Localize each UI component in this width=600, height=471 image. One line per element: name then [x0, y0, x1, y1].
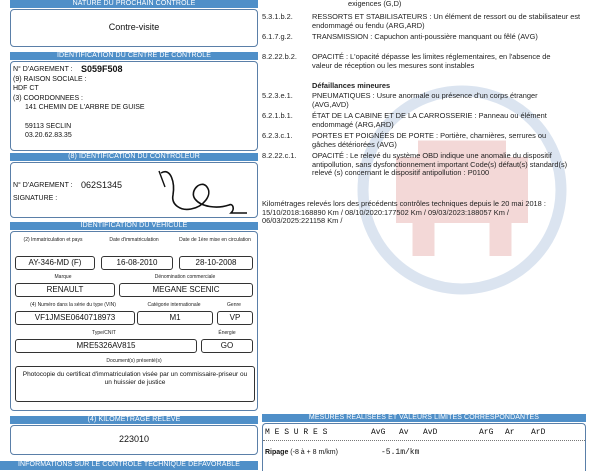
date-immat-label: Date d'immatriculation: [109, 237, 159, 243]
immat-label: (2) Immatriculation et pays: [23, 237, 83, 243]
genre-label: Genre: [227, 302, 241, 308]
marque-field: RENAULT: [15, 283, 115, 297]
km-history: Kilométrages relevés lors des précédents contrôles techniques depuis le 20 mai 2018 : 15/10/2018:168890 Km / 08/10/2020:177502 Km / 09/03/2023:188057 Km / 06/03/2025:221158 Km /: [262, 199, 546, 226]
prochain-header: NATURE DU PROCHAIN CONTROLE: [10, 0, 258, 8]
ripage-label: Ripage (-8 à + 8 m/km): [265, 449, 338, 456]
type-label: Type/CNIT: [92, 330, 116, 336]
col-avd: AvD: [423, 428, 438, 437]
docs-field: Photocopie du certificat d'immatriculation visée par un commissaire-priseur ou un huissier de justice: [15, 366, 255, 402]
centre-agrement-value: S059F508: [81, 64, 123, 74]
ripage-value: -5.1m/km: [381, 448, 420, 457]
km-box: [10, 425, 258, 455]
mineure-0: 5.2.3.e.1. PNEUMATIQUES : Usure anormale ou présence d'un corps étranger (AVG,AVD): [262, 91, 538, 109]
defect-3: 8.2.22.b.2. OPACITÉ : L'opacité dépasse les limites réglementaires, en l'absence de valeur de réception ou les mesures sont instables: [262, 52, 551, 70]
cat-label: Catégorie internationale: [147, 302, 201, 308]
controleur-box: [10, 162, 258, 218]
mineure-2: 6.2.3.c.1. PORTES ET POIGNÉES DE PORTE : Portière, charnières, serrures ou gâches détériorées (AVG): [262, 131, 547, 149]
docs-label: Document(s) présenté(s): [106, 358, 162, 364]
controleur-agrement-label: N° D'AGREMENT :: [13, 182, 73, 189]
categorie-field: M1: [137, 311, 213, 325]
col-ard: ArD: [531, 428, 546, 437]
defects-panel: [262, 0, 594, 470]
col-arg: ArG: [479, 428, 494, 437]
col-av: Av: [399, 428, 409, 437]
controleur-signature-label: SIGNATURE :: [13, 195, 58, 202]
mesures-header: MESURES RÉALISÉES ET VALEURS LIMITES CORRESPONDANTES: [262, 414, 586, 422]
immat-field: AY-346-MD (F): [15, 256, 95, 270]
marque-label: Marque: [54, 274, 72, 280]
mineure-3: 8.2.22.c.1. OPACITÉ : Le relevé du système OBD indique une anomalie du dispositif antipollution, sans dysfonctionnement important Code(s) défaut(s) standard(s) relevé (s) concernant le dispositif antipollution : P0100: [262, 151, 568, 178]
km-header: (4) KILOMÉTRAGE RELEVÉ: [10, 416, 258, 424]
centre-address: 141 CHEMIN DE L'ARBRE DE GUISE: [25, 104, 145, 111]
genre-field: VP: [217, 311, 253, 325]
denom-field: MEGANE SCENIC: [119, 283, 253, 297]
mesures-title: M E S U R E S: [265, 428, 328, 437]
mineure-1: 6.2.1.b.1. ÉTAT DE LA CABINE ET DE LA CARROSSERIE : Panneau ou élément endommagé (ARG,ARD): [262, 111, 547, 129]
col-avg: AvG: [371, 428, 386, 437]
centre-agrement-label: N° D'AGREMENT :: [13, 66, 73, 73]
defavorable-header: INFORMATIONS SUR LE CONTRÔLE TECHNIQUE DÉFAVORABLE: [0, 461, 258, 470]
vin-label: (4) Numéro dans la série du type (VIN): [30, 302, 116, 308]
vehicule-box: [10, 231, 258, 411]
controleur-agrement-value: 062S1345: [81, 180, 123, 190]
mesures-divider: [263, 440, 585, 441]
type-field: MRE5326AV815: [15, 339, 197, 353]
controleur-header: (8) IDENTIFICATION DU CONTROLEUR: [10, 153, 258, 161]
defect-1: 5.3.1.b.2. RESSORTS ET STABILISATEURS : Un élément de ressort ou de stabilisateur est endommagé ou fendu (ARG,ARD): [262, 12, 581, 30]
defect-2: 6.1.7.g.2. TRANSMISSION : Capuchon anti-poussière manquant ou fêlé (AVG): [262, 32, 538, 41]
centre-city: 59113 SECLIN: [25, 123, 72, 130]
centre-coord-label: (3) COORDONNEES :: [13, 95, 84, 102]
col-ar: Ar: [505, 428, 515, 437]
date-first-label: Date de 1ère mise en circulation: [179, 237, 251, 243]
prochain-box: [10, 9, 258, 47]
centre-raison-label: (9) RAISON SOCIALE :: [13, 76, 87, 83]
centre-raison-value: HDF CT: [13, 85, 39, 92]
date-immat-field: 16-08-2010: [101, 256, 173, 270]
signature-scribble: [151, 165, 251, 217]
vin-field: VF1JMSE0640718973: [15, 311, 135, 325]
prochain-value: Contre-visite: [108, 22, 160, 32]
defect-0: exigences (G,D): [348, 0, 402, 8]
denom-label: Dénomination commerciale: [154, 274, 216, 280]
mineures-title: Défaillances mineures: [312, 81, 391, 90]
date-first-field: 28-10-2008: [179, 256, 253, 270]
km-value: 223010: [118, 434, 150, 444]
vehicule-header: IDENTIFICATION DU VÉHICULE: [10, 222, 258, 230]
centre-box: [10, 61, 258, 151]
mesures-box: [262, 423, 586, 471]
energie-field: GO: [201, 339, 253, 353]
centre-phone: 03.20.62.83.35: [25, 132, 72, 139]
centre-header: IDENTIFICATION DU CENTRE DE CONTROLE: [10, 52, 258, 60]
energie-label: Énergie: [218, 330, 236, 336]
